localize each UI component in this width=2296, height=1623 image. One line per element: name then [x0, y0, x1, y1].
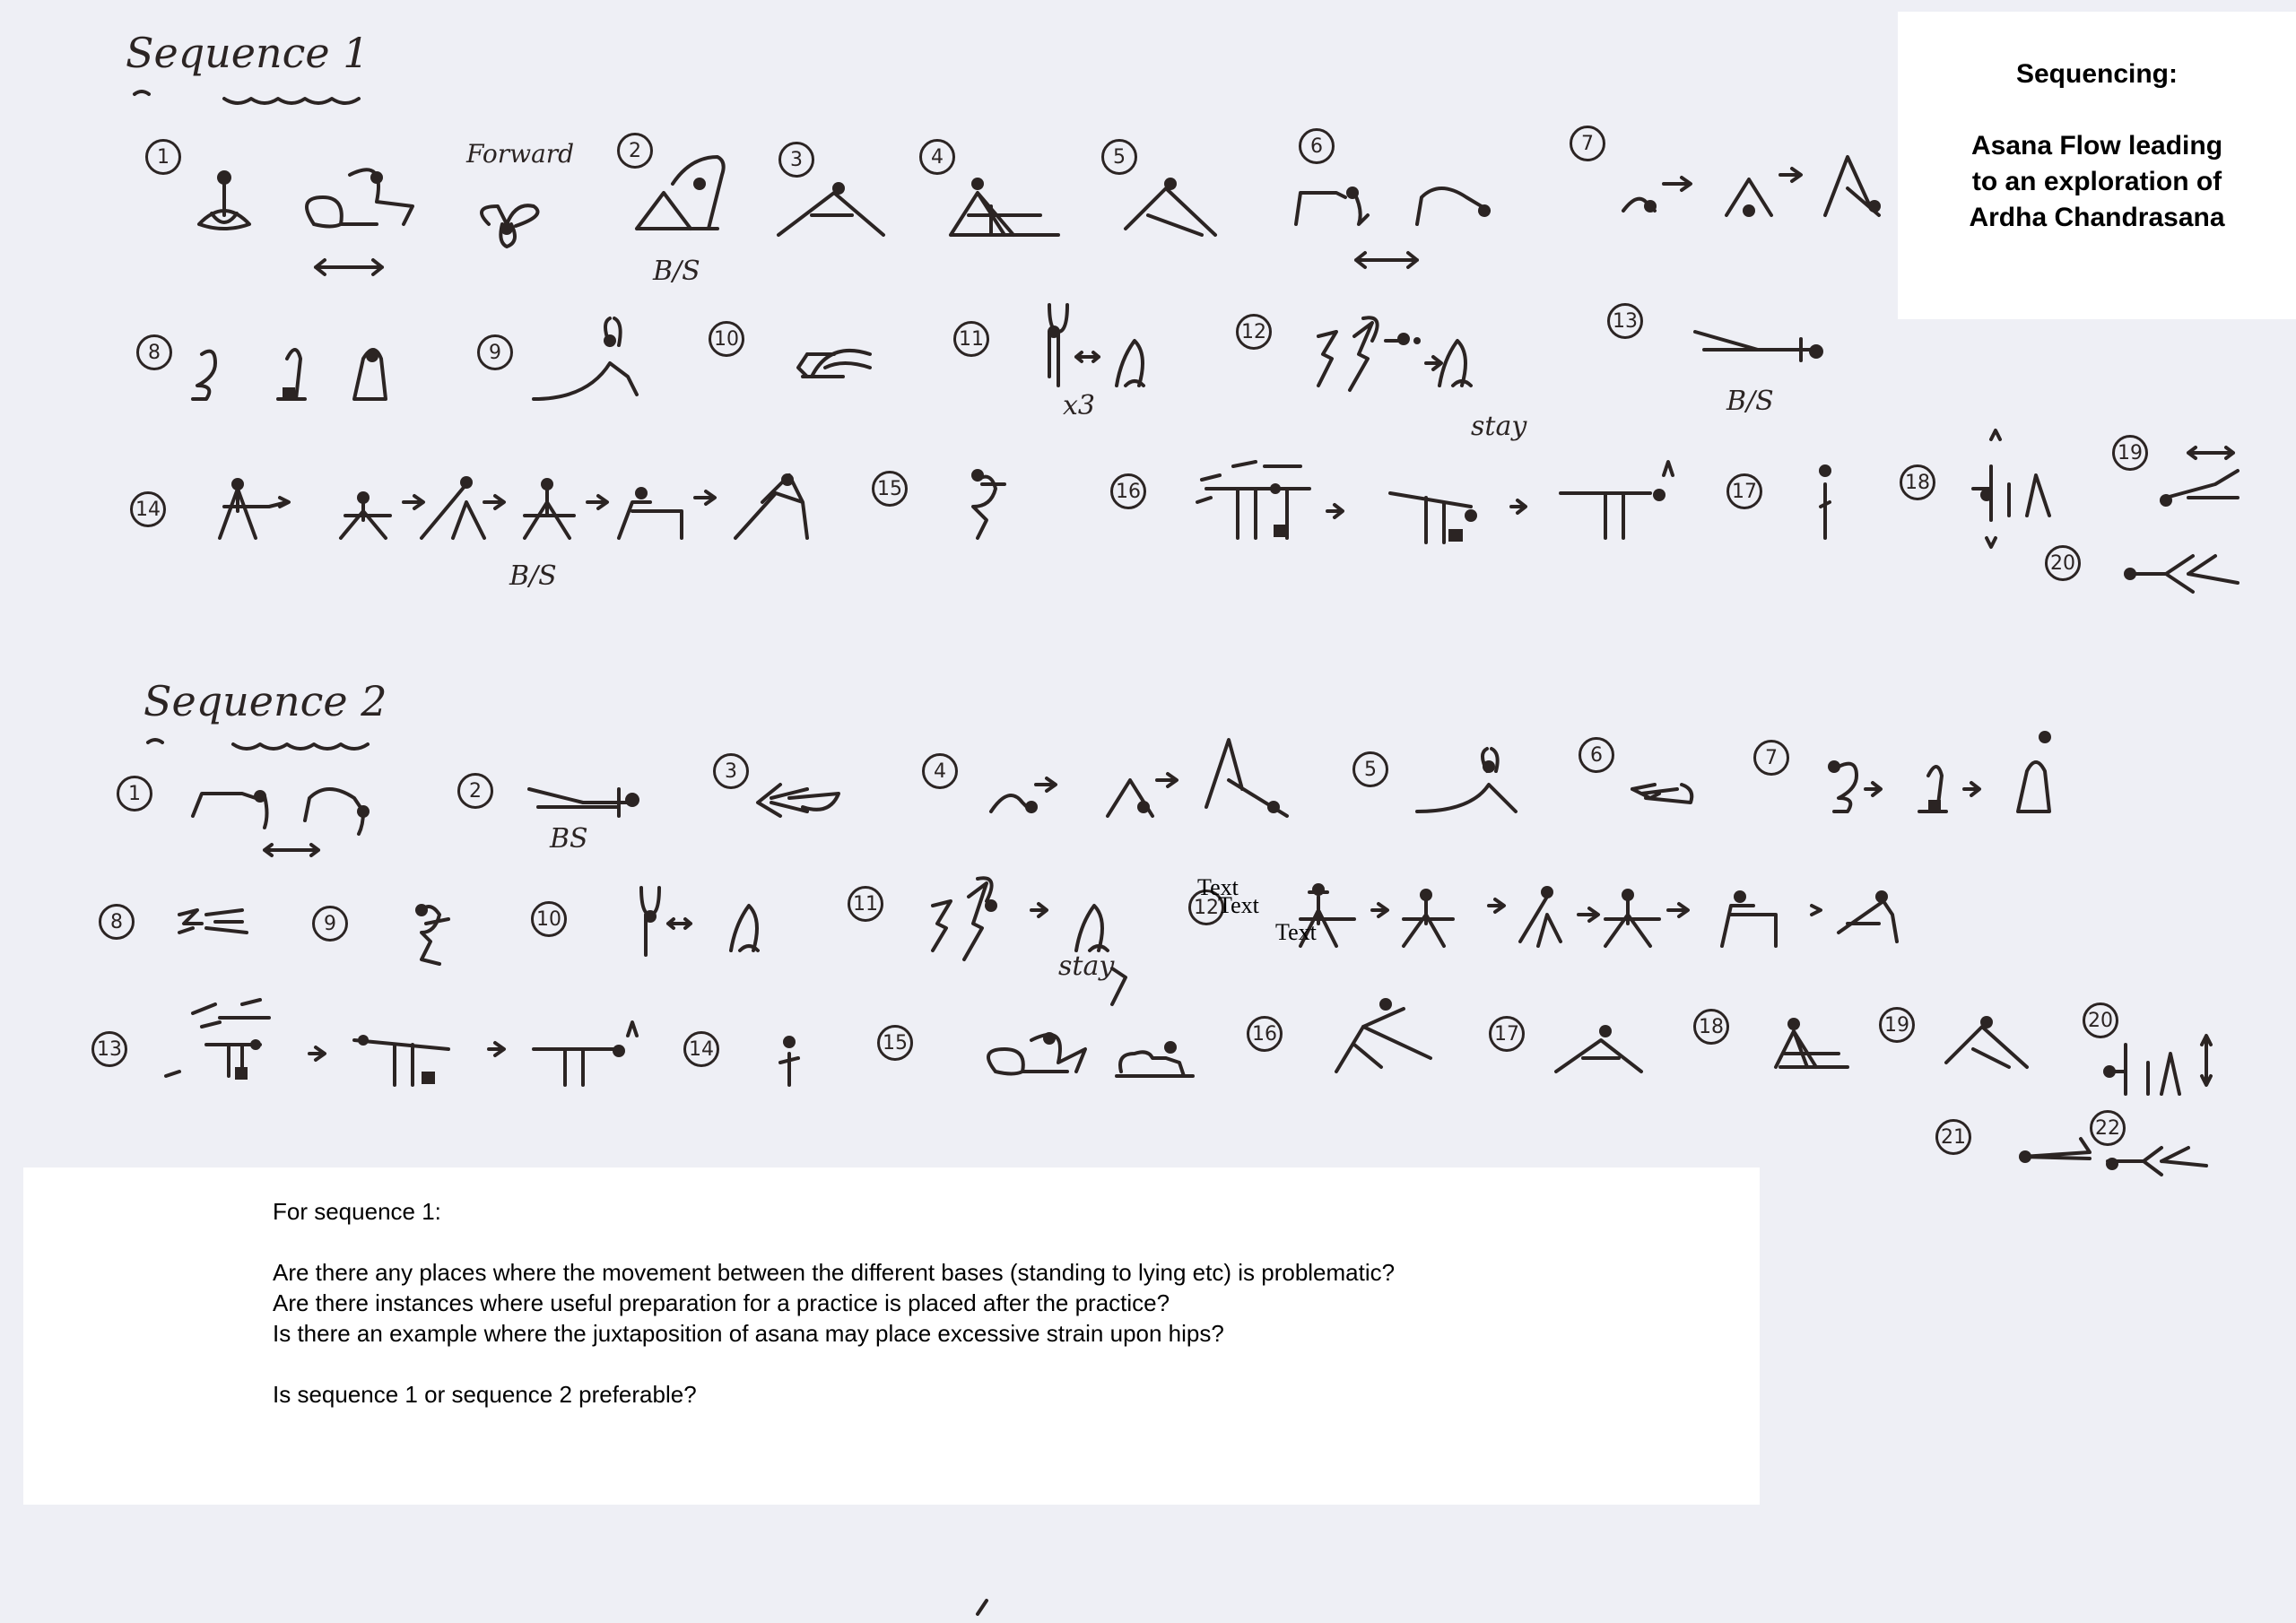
text-label-3: Text [1275, 919, 1317, 945]
seq1-note-bs-14: B/S [509, 560, 557, 592]
seq2-step-12: 12 [1188, 890, 1224, 925]
seq1-note-bs-13: B/S [1726, 386, 1774, 417]
seq2-step-11: 11 [848, 886, 883, 922]
seq2-step-2: 2 [457, 773, 493, 809]
seq1-note-forward: Forward [466, 139, 575, 169]
seq1-step-13: 13 [1607, 303, 1643, 339]
seq2-note-stay: stay [1058, 950, 1115, 982]
seq2-underline [148, 740, 368, 749]
question-3: Is there an example where the juxtaposition of asana may place excessive strain upon hips? [273, 1320, 1224, 1347]
seq2-step-9: 9 [312, 906, 348, 942]
seq2-step-4: 4 [922, 753, 958, 789]
seq1-step-10: 10 [709, 321, 744, 357]
seq1-step-1: 1 [145, 139, 181, 175]
seq1-step-19: 19 [2112, 435, 2148, 471]
seq1-step-18: 18 [1900, 464, 1935, 500]
seq1-underline [135, 91, 359, 103]
title-subtitle-line1: Asana Flow leading [1970, 131, 2223, 161]
seq2-step-22: 22 [2090, 1110, 2126, 1146]
seq2-step-1: 1 [117, 776, 152, 812]
seq1-note-stay: stay [1471, 411, 1527, 442]
seq2-step-8: 8 [99, 904, 135, 940]
seq1-step-16: 16 [1110, 473, 1146, 509]
seq2-note-bs: BS [550, 823, 588, 855]
seq1-step-12: 12 [1236, 314, 1272, 350]
seq2-step-20: 20 [2083, 1002, 2118, 1038]
question-1: Are there any places where the movement between the different bases (standing to lying etc) is problematic? [273, 1259, 1396, 1286]
seq1-step-20: 20 [2045, 545, 2081, 581]
seq2-step-21: 21 [1935, 1119, 1971, 1155]
seq1-step-8: 8 [136, 334, 172, 370]
seq1-step-6: 6 [1299, 128, 1335, 164]
seq2-step-3: 3 [713, 753, 749, 789]
seq2-row2-figures [179, 878, 1897, 1004]
seq1-step-4: 4 [919, 139, 955, 175]
title-heading: Sequencing: [2015, 59, 2178, 89]
row1-figures [199, 157, 1881, 274]
seq2-step-5: 5 [1352, 751, 1388, 787]
seq1-step-9: 9 [477, 334, 513, 370]
pen-mark [978, 1601, 987, 1614]
seq1-step-15: 15 [872, 471, 908, 507]
seq2-step-15: 15 [877, 1025, 913, 1061]
sequence1-heading: Sequence 1 [126, 29, 370, 77]
seq1-step-14: 14 [130, 491, 166, 527]
seq2-step-7: 7 [1753, 740, 1789, 776]
questions-box [23, 1167, 1760, 1505]
seq2-step-10: 10 [531, 901, 567, 937]
text-label-2: Text [1218, 892, 1259, 918]
questions-intro: For sequence 1: [273, 1198, 441, 1225]
title-subtitle-line2: to an exploration of [1971, 167, 2222, 196]
question-4: Is sequence 1 or sequence 2 preferable? [273, 1381, 697, 1408]
seq1-step-7: 7 [1570, 126, 1605, 161]
seq1-step-17: 17 [1726, 473, 1762, 509]
seq2-step-14: 14 [683, 1031, 719, 1067]
title-subtitle-line3: Ardha Chandrasana [1969, 203, 2225, 232]
question-2: Are there instances where useful preparation for a practice is placed after the practice? [273, 1289, 1170, 1316]
seq1-step-2: 2 [617, 133, 653, 169]
title-box [1898, 12, 2296, 319]
seq2-step-13: 13 [91, 1031, 127, 1067]
text-label-1: Text [1197, 874, 1239, 900]
seq1-step-3: 3 [778, 142, 814, 178]
sequence2-heading: Sequence 2 [144, 677, 387, 725]
seq2-step-6: 6 [1578, 737, 1614, 773]
row2-figures [193, 305, 1823, 400]
seq2-step-16: 16 [1247, 1016, 1283, 1052]
seq1-step-11: 11 [953, 321, 989, 357]
seq1-note-bs-2: B/S [653, 256, 700, 287]
seq2-step-17: 17 [1489, 1016, 1525, 1052]
seq1-step-5: 5 [1101, 139, 1137, 175]
seq2-step-19: 19 [1879, 1007, 1915, 1043]
seq2-step-18: 18 [1693, 1009, 1729, 1045]
seq1-note-x3: x3 [1063, 390, 1096, 421]
